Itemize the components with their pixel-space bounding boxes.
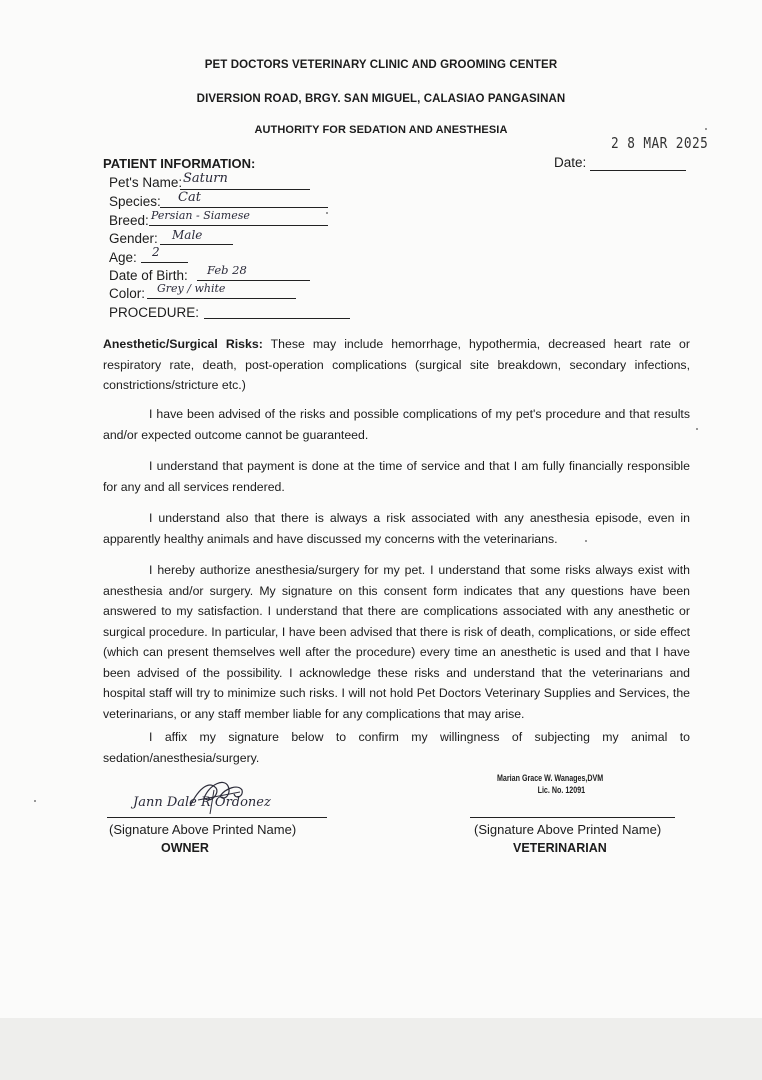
pet-name-label: Pet's Name: <box>109 175 183 190</box>
breed-label: Breed: <box>109 213 149 228</box>
date-label: Date: <box>554 155 587 170</box>
vet-stamp <box>497 773 603 797</box>
vet-stamp-license: Lic. No. 12091 <box>537 785 586 796</box>
payment-paragraph: I understand that payment is done at the time of service and that I am fully financially responsible for any and all services rendered. <box>103 459 690 494</box>
scan-speck <box>696 428 698 430</box>
species-value: Cat <box>178 190 201 205</box>
scan-speck <box>585 540 587 542</box>
advised-paragraph: I have been advised of the risks and possible complications of my pet's procedure and that results and/or expected outcome cannot be guaranteed. <box>103 407 690 442</box>
vet-signature-line <box>470 817 675 818</box>
risk-awareness-paragraph: I understand also that there is always a risk associated with any anesthesia episode, even in apparently healthy animals and have discussed my concerns with the veterinarians. <box>103 511 690 546</box>
vet-stamp-name: Marian Grace W. Wanages,DVM <box>497 773 604 784</box>
dob-value: Feb 28 <box>207 263 247 277</box>
gender-line <box>160 244 233 245</box>
scan-margin <box>0 1018 762 1080</box>
gender-label: Gender: <box>109 231 158 246</box>
color-line <box>147 298 296 299</box>
patient-info-title: PATIENT INFORMATION: <box>103 156 256 171</box>
vet-signature-caption: (Signature Above Printed Name) <box>474 822 662 837</box>
color-value: Grey / white <box>157 282 226 295</box>
breed-value: Persian - Siamese <box>151 209 250 222</box>
date-stamp: 2 8 MAR 2025 <box>611 134 709 152</box>
age-label: Age: <box>109 250 137 265</box>
scan-speck <box>34 800 36 802</box>
owner-printed-name: Jann Dale R Ordonez <box>133 795 271 810</box>
form-title: AUTHORITY FOR SEDATION AND ANESTHESIA <box>254 124 508 136</box>
date-line <box>590 170 686 171</box>
dob-label: Date of Birth: <box>109 268 188 283</box>
dob-line <box>197 280 310 281</box>
affix-signature-paragraph: I affix my signature below to confirm my willingness of subjecting my animal to sedation/anesthesia/surgery. <box>103 730 690 765</box>
vet-role: VETERINARIAN <box>513 841 607 855</box>
risks-paragraph <box>103 334 690 396</box>
age-value: 2 <box>152 245 160 259</box>
species-label: Species: <box>109 194 161 209</box>
owner-role: OWNER <box>161 841 209 855</box>
gender-value: Male <box>172 228 203 242</box>
procedure-label: PROCEDURE: <box>109 305 200 320</box>
owner-signature-caption: (Signature Above Printed Name) <box>109 822 297 837</box>
species-line <box>160 207 328 208</box>
risks-heading: Anesthetic/Surgical Risks: <box>103 337 263 351</box>
breed-line <box>149 225 328 226</box>
age-line <box>141 262 188 263</box>
pet-name-value: Saturn <box>183 171 228 186</box>
risks-text: These may include hemorrhage, hypothermia, decreased heart rate or respiratory rate, death, post-operation complications (surgical site breakdown, secondary infections, constrictions/stricture etc.) <box>103 337 690 392</box>
clinic-address: DIVERSION ROAD, BRGY. SAN MIGUEL, CALASIAO PANGASINAN <box>196 93 566 105</box>
scan-speck <box>326 212 328 214</box>
scan-speck <box>705 128 707 130</box>
owner-signature-line <box>107 817 327 818</box>
color-label: Color: <box>109 286 146 301</box>
authorization-paragraph: I hereby authorize anesthesia/surgery for my pet. I understand that some risks always exist with anesthesia and/or surgery. My signature on this consent form indicates that any questions have been answered to my satisfaction. I understand that there are complications associated with any anesthetic or surgical procedure. In particular, I have been advised that there is risk of death, complications, or side effect (which can present themselves well after the procedure) every time an anesthetic is used and that I have been advised of the possibility. I acknowledge these risks and understand that the veterinarians and hospital staff will try to minimize such risks. I will not hold Pet Doctors Veterinary Supplies and Services, the veterinarians, or any staff member liable for any complications that may arise. <box>103 563 690 721</box>
procedure-line <box>204 318 350 319</box>
clinic-name: PET DOCTORS VETERINARY CLINIC AND GROOMING CENTER <box>204 59 558 71</box>
